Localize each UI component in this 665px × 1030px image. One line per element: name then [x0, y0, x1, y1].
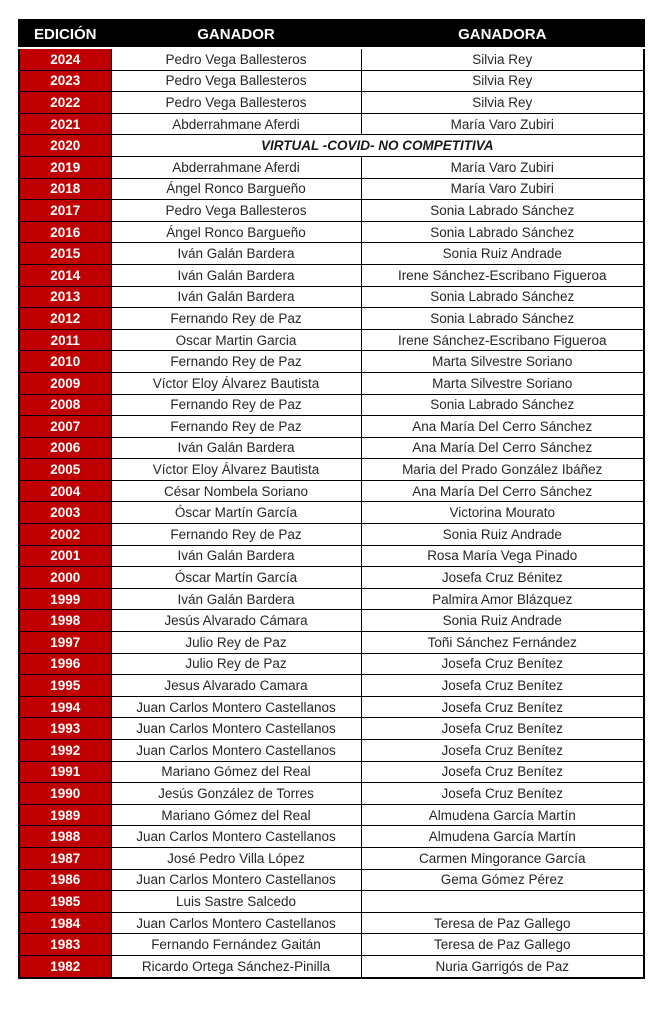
ganador-cell: Juan Carlos Montero Castellanos	[111, 912, 361, 934]
ganador-cell: Ángel Ronco Bargueño	[111, 178, 361, 200]
ganadora-cell: Irene Sánchez-Escribano Figueroa	[361, 264, 644, 286]
ganador-cell: Iván Galán Bardera	[111, 243, 361, 265]
ganador-cell: Fernando Rey de Paz	[111, 308, 361, 330]
ganador-cell: Óscar Martín García	[111, 567, 361, 589]
year-cell: 2002	[19, 524, 111, 546]
header-ganador: GANADOR	[111, 20, 361, 48]
table-row	[19, 113, 644, 135]
table-row	[19, 891, 644, 913]
table-row	[19, 200, 644, 222]
table-row	[19, 437, 644, 459]
table-row	[19, 243, 644, 265]
ganador-cell: Juan Carlos Montero Castellanos	[111, 826, 361, 848]
year-cell: 1993	[19, 718, 111, 740]
ganador-cell: Fernando Fernández Gaitán	[111, 934, 361, 956]
table-row	[19, 264, 644, 286]
year-cell: 2018	[19, 178, 111, 200]
ganadora-cell: María Varo Zubiri	[361, 156, 644, 178]
table-row	[19, 70, 644, 92]
table-row	[19, 912, 644, 934]
table-row	[19, 653, 644, 675]
year-cell: 1998	[19, 610, 111, 632]
year-cell: 1986	[19, 869, 111, 891]
ganadora-cell: María Varo Zubiri	[361, 113, 644, 135]
ganadora-cell: Teresa de Paz Gallego	[361, 912, 644, 934]
ganador-cell: Iván Galán Bardera	[111, 286, 361, 308]
ganador-cell: Pedro Vega Ballesteros	[111, 70, 361, 92]
year-cell: 2021	[19, 113, 111, 135]
year-cell: 1990	[19, 783, 111, 805]
year-cell: 1991	[19, 761, 111, 783]
table-row	[19, 696, 644, 718]
winners-table	[18, 19, 645, 979]
year-cell: 2019	[19, 156, 111, 178]
ganadora-cell: Silvia Rey	[361, 48, 644, 70]
ganadora-cell: Marta Silvestre Soriano	[361, 372, 644, 394]
ganadora-cell: Sonia Ruiz Andrade	[361, 610, 644, 632]
ganadora-cell: Carmen Mingorance García	[361, 847, 644, 869]
covid-note-cell: VIRTUAL -COVID- NO COMPETITIVA	[111, 135, 644, 157]
year-cell: 2013	[19, 286, 111, 308]
year-cell: 1987	[19, 847, 111, 869]
ganadora-cell: Irene Sánchez-Escribano Figueroa	[361, 329, 644, 351]
table-row	[19, 632, 644, 654]
year-cell: 2015	[19, 243, 111, 265]
table-row	[19, 869, 644, 891]
table-row	[19, 394, 644, 416]
year-cell: 2000	[19, 567, 111, 589]
table-row	[19, 135, 644, 157]
ganadora-cell: Sonia Labrado Sánchez	[361, 200, 644, 222]
table-row	[19, 416, 644, 438]
year-cell: 1983	[19, 934, 111, 956]
ganadora-cell: Ana María Del Cerro Sánchez	[361, 416, 644, 438]
ganador-cell: Pedro Vega Ballesteros	[111, 200, 361, 222]
ganadora-cell: Josefa Cruz Benítez	[361, 783, 644, 805]
table-row	[19, 718, 644, 740]
table-row	[19, 740, 644, 762]
ganador-cell: Julio Rey de Paz	[111, 653, 361, 675]
ganadora-cell: Toñi Sánchez Fernández	[361, 632, 644, 654]
table-row	[19, 221, 644, 243]
ganador-cell: Abderrahmane Aferdi	[111, 113, 361, 135]
year-cell: 1982	[19, 955, 111, 977]
table-row	[19, 372, 644, 394]
year-cell: 2022	[19, 92, 111, 114]
table-row	[19, 934, 644, 956]
ganador-cell: Oscar Martin Garcia	[111, 329, 361, 351]
year-cell: 2005	[19, 459, 111, 481]
ganadora-cell: Sonia Ruiz Andrade	[361, 524, 644, 546]
ganador-cell: Ricardo Ortega Sánchez-Pinilla	[111, 955, 361, 977]
table-row	[19, 826, 644, 848]
ganadora-cell: Almudena García Martín	[361, 826, 644, 848]
year-cell: 2011	[19, 329, 111, 351]
year-cell: 2016	[19, 221, 111, 243]
ganadora-cell: Sonia Labrado Sánchez	[361, 221, 644, 243]
table-row	[19, 545, 644, 567]
ganadora-cell	[361, 891, 644, 913]
year-cell: 2010	[19, 351, 111, 373]
year-cell: 2012	[19, 308, 111, 330]
ganadora-cell: Victorina Mourato	[361, 502, 644, 524]
year-cell: 2006	[19, 437, 111, 459]
ganadora-cell: Josefa Cruz Benítez	[361, 761, 644, 783]
table-row	[19, 783, 644, 805]
table-row	[19, 459, 644, 481]
ganadora-cell: Sonia Labrado Sánchez	[361, 308, 644, 330]
ganador-cell: José Pedro Villa López	[111, 847, 361, 869]
table-row	[19, 567, 644, 589]
table-row	[19, 351, 644, 373]
ganador-cell: Jesús González de Torres	[111, 783, 361, 805]
ganador-cell: Víctor Eloy Álvarez Bautista	[111, 459, 361, 481]
ganador-cell: Óscar Martín García	[111, 502, 361, 524]
ganadora-cell: María Varo Zubiri	[361, 178, 644, 200]
winners-table-head	[19, 20, 644, 48]
ganadora-cell: Ana María Del Cerro Sánchez	[361, 437, 644, 459]
table-row	[19, 92, 644, 114]
year-cell: 2001	[19, 545, 111, 567]
table-row	[19, 286, 644, 308]
year-cell: 1989	[19, 804, 111, 826]
header-edicion: EDICIÓN	[19, 20, 111, 48]
ganador-cell: Luis Sastre Salcedo	[111, 891, 361, 913]
ganadora-cell: Maria del Prado González Ibáñez	[361, 459, 644, 481]
table-row	[19, 502, 644, 524]
ganadora-cell: Sonia Ruiz Andrade	[361, 243, 644, 265]
ganador-cell: Fernando Rey de Paz	[111, 351, 361, 373]
year-cell: 1999	[19, 588, 111, 610]
ganador-cell: Abderrahmane Aferdi	[111, 156, 361, 178]
ganadora-cell: Gema Gómez Pérez	[361, 869, 644, 891]
ganadora-cell: Marta Silvestre Soriano	[361, 351, 644, 373]
year-cell: 2014	[19, 264, 111, 286]
ganador-cell: Juan Carlos Montero Castellanos	[111, 718, 361, 740]
table-row	[19, 610, 644, 632]
ganadora-cell: Teresa de Paz Gallego	[361, 934, 644, 956]
table-row	[19, 329, 644, 351]
table-row	[19, 761, 644, 783]
ganador-cell: Pedro Vega Ballesteros	[111, 92, 361, 114]
ganador-cell: Julio Rey de Paz	[111, 632, 361, 654]
header-ganadora: GANADORA	[361, 20, 644, 48]
table-row	[19, 524, 644, 546]
table-row	[19, 675, 644, 697]
ganador-cell: Jesus Alvarado Camara	[111, 675, 361, 697]
year-cell: 2004	[19, 480, 111, 502]
ganadora-cell: Nuria Garrigós de Paz	[361, 955, 644, 977]
winners-table-container	[18, 19, 645, 979]
table-row	[19, 48, 644, 70]
header-row	[19, 20, 644, 48]
ganadora-cell: Silvia Rey	[361, 92, 644, 114]
ganador-cell: Mariano Gómez del Real	[111, 761, 361, 783]
ganador-cell: Juan Carlos Montero Castellanos	[111, 869, 361, 891]
ganador-cell: Mariano Gómez del Real	[111, 804, 361, 826]
year-cell: 2009	[19, 372, 111, 394]
ganador-cell: Juan Carlos Montero Castellanos	[111, 696, 361, 718]
table-row	[19, 156, 644, 178]
ganador-cell: Iván Galán Bardera	[111, 588, 361, 610]
year-cell: 2020	[19, 135, 111, 157]
ganador-cell: Pedro Vega Ballesteros	[111, 48, 361, 70]
year-cell: 2007	[19, 416, 111, 438]
year-cell: 1995	[19, 675, 111, 697]
table-row	[19, 955, 644, 977]
ganadora-cell: Silvia Rey	[361, 70, 644, 92]
ganadora-cell: Josefa Cruz Benítez	[361, 718, 644, 740]
ganadora-cell: Almudena García Martín	[361, 804, 644, 826]
ganador-cell: Víctor Eloy Álvarez Bautista	[111, 372, 361, 394]
ganador-cell: Iván Galán Bardera	[111, 545, 361, 567]
table-row	[19, 847, 644, 869]
ganadora-cell: Ana María Del Cerro Sánchez	[361, 480, 644, 502]
ganadora-cell: Rosa María Vega Pinado	[361, 545, 644, 567]
year-cell: 1994	[19, 696, 111, 718]
ganadora-cell: Josefa Cruz Benítez	[361, 653, 644, 675]
year-cell: 1988	[19, 826, 111, 848]
table-row	[19, 804, 644, 826]
year-cell: 1985	[19, 891, 111, 913]
ganador-cell: César Nombela Soriano	[111, 480, 361, 502]
year-cell: 1997	[19, 632, 111, 654]
year-cell: 1996	[19, 653, 111, 675]
ganador-cell: Fernando Rey de Paz	[111, 524, 361, 546]
ganador-cell: Iván Galán Bardera	[111, 437, 361, 459]
table-row	[19, 308, 644, 330]
year-cell: 1984	[19, 912, 111, 934]
ganador-cell: Ángel Ronco Bargueño	[111, 221, 361, 243]
year-cell: 1992	[19, 740, 111, 762]
ganadora-cell: Sonia Labrado Sánchez	[361, 394, 644, 416]
table-row	[19, 588, 644, 610]
ganadora-cell: Josefa Cruz Benítez	[361, 696, 644, 718]
year-cell: 2008	[19, 394, 111, 416]
ganadora-cell: Josefa Cruz Benítez	[361, 675, 644, 697]
ganadora-cell: Sonia Labrado Sánchez	[361, 286, 644, 308]
year-cell: 2017	[19, 200, 111, 222]
table-row	[19, 480, 644, 502]
year-cell: 2003	[19, 502, 111, 524]
ganador-cell: Iván Galán Bardera	[111, 264, 361, 286]
ganadora-cell: Josefa Cruz Bénitez	[361, 567, 644, 589]
ganador-cell: Jesús Alvarado Cámara	[111, 610, 361, 632]
ganadora-cell: Josefa Cruz Benítez	[361, 740, 644, 762]
ganadora-cell: Palmira Amor Blázquez	[361, 588, 644, 610]
ganador-cell: Fernando Rey de Paz	[111, 416, 361, 438]
year-cell: 2024	[19, 48, 111, 70]
winners-table-body	[19, 48, 644, 978]
year-cell: 2023	[19, 70, 111, 92]
ganador-cell: Juan Carlos Montero Castellanos	[111, 740, 361, 762]
table-row	[19, 178, 644, 200]
ganador-cell: Fernando Rey de Paz	[111, 394, 361, 416]
